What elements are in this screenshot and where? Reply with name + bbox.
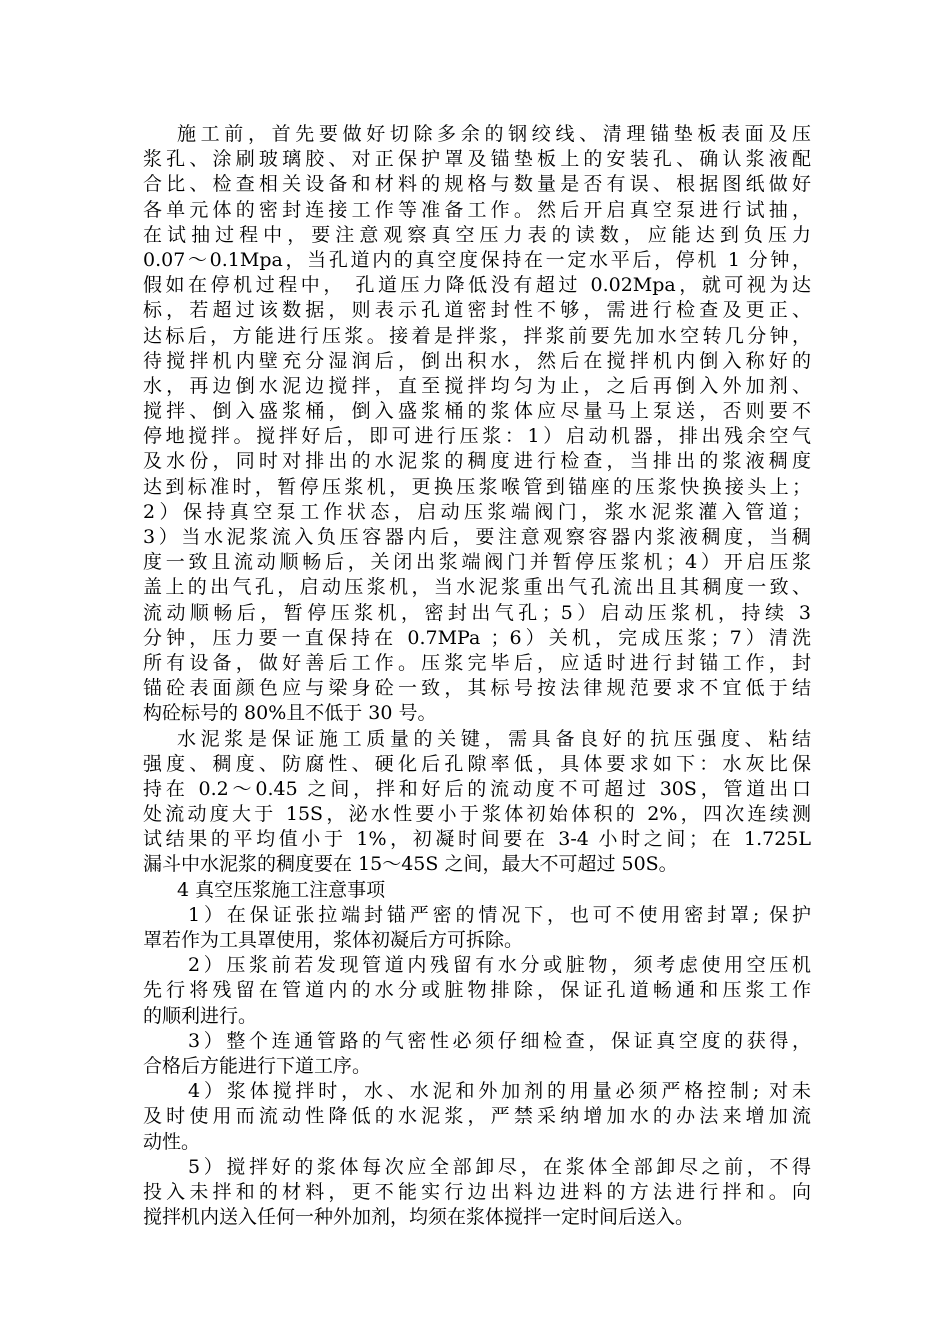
text-line: 流动顺畅后，暂停压浆机，密封出气孔；5）启动压浆机，持续 3 [143,601,811,624]
text-line: 及水份，同时对排出的水泥浆的稠度进行检查，当排出的浆液稠度 [143,450,811,473]
list-item [143,953,811,1029]
text-line: 罩若作为工具罩使用，浆体初凝后方可拆除。 [143,929,524,951]
text-line: 浆孔、涂刷玻璃胶、对正保护罩及锚垫板上的安装孔、确认浆液配 [143,148,811,171]
text-line: 停地搅拌。搅拌好后，即可进行压浆：1）启动机器，排出残余空气 [143,425,811,448]
text-line: 度一致且流动顺畅后，关闭出浆端阀门并暂停压浆机；4）开启压浆 [143,551,811,574]
text-line: 施工前，首先要做好切除多余的钢绞线、清理锚垫板表面及压 [177,123,811,145]
text-line: 所有设备，做好善后工作。压浆完毕后，应适时进行封锚工作，封 [143,651,811,674]
text-line: 的顺利进行。 [143,1004,258,1027]
text-line: 及时使用而流动性降低的水泥浆，严禁采纳增加水的办法来增加流 [143,1105,811,1128]
list-item [143,1029,811,1079]
list-item [143,903,811,953]
text-line: 水，再边倒水泥边搅拌，直至搅拌均匀为止，之后再倒入外加剂、 [143,374,811,397]
text-line: 锚砼表面颜色应与梁身砼一致，其标号按法律规范要求不宜低于结 [143,677,811,700]
text-line: 2）压浆前若发现管道内残留有水分或脏物，须考虑使用空压机 [188,954,811,977]
text-line: 盖上的出气孔，启动压浆机，当水泥浆重出气孔流出且其稠度一致、 [143,576,811,599]
text-line: 3）整个连通管路的气密性必须仔细检查，保证真空度的获得， [188,1029,811,1052]
text-line: 先行将残留在管道内的水分或脏物排除，保证孔道畅通和压浆工作 [143,979,811,1002]
text-line: 强度、稠度、防腐性、硬化后孔隙率低，具体要求如下：水灰比保 [143,752,811,775]
text-line: 1）在保证张拉端封锚严密的情况下，也可不使用密封罩; 保护 [188,903,811,926]
text-line: 4）浆体搅拌时，水、水泥和外加剂的用量必须严格控制; 对未 [188,1080,811,1103]
section-heading-text: 4 真空压浆施工注意事项 [177,878,386,901]
list-item [143,1079,811,1155]
text-line: 合比、检查相关设备和材料的规格与数量是否有误、根据图纸做好 [143,173,811,196]
text-line: 达到标准时，暂停压浆机，更换压浆喉管到锚座的压浆快换接头上； [143,475,811,498]
text-line: 0.07～0.1Mpa，当孔道内的真空度保持在一定水平后，停机 1 分钟， [143,248,811,271]
text-line: 投入未拌和的材料，更不能实行边出料边进料的方法进行拌和。向 [143,1180,811,1203]
text-line: 达标后，方能进行压浆。接着是拌浆，拌浆前要先加水空转几分钟， [143,324,811,347]
text-line: 标，若超过该数据，则表示孔道密封性不够，需进行检查及更正、 [143,299,811,322]
text-line: 合格后方能进行下道工序。 [143,1054,372,1077]
text-line: 试结果的平均值小于 1%，初凝时间要在 3-4 小时之间；在 1.725L [143,828,811,851]
paragraph-construction-steps [143,122,811,727]
text-line: 5）搅拌好的浆体每次应全部卸尽，在浆体全部卸尽之前，不得 [188,1155,811,1178]
text-line: 处流动度大于 15S，泌水性要小于浆体初始体积的 2%，四次连续测 [143,803,811,826]
text-line: 构砼标号的 80%且不低于 30 号。 [143,702,437,725]
text-line: 在试抽过程中，要注意观察真空压力表的读数，应能达到负压力 [143,223,811,246]
text-line: 水泥浆是保证施工质量的关键，需具备良好的抗压强度、粘结 [177,727,811,750]
list-item [143,1155,811,1231]
text-line: 分钟，压力要一直保持在 0.7MPa ；6）关机，完成压浆；7）清洗 [143,626,811,649]
text-line: 搅拌、倒入盛浆桶，倒入盛浆桶的浆体应尽量马上泵送，否则要不 [143,400,811,423]
text-line: 持在 0.2～0.45 之间，拌和好后的流动度不可超过 30S，管道出口 [143,777,811,800]
text-line: 待搅拌机内壁充分湿润后，倒出积水，然后在搅拌机内倒入称好的 [143,349,811,372]
text-line: 2）保持真空泵工作状态，启动压浆端阀门，浆水泥浆灌入管道； [143,500,811,523]
paragraph-grout-requirements [143,727,811,878]
text-line: 各单元体的密封连接工作等准备工作。然后开启真空泵进行试抽， [143,198,811,221]
text-line: 漏斗中水泥浆的稠度要在 15～45S 之间，最大不可超过 50S。 [143,853,678,876]
document-body [143,122,811,1230]
text-line: 3）当水泥浆流入负压容器内后，要注意观察容器内浆液稠度，当稠 [143,526,811,548]
text-line: 假如在停机过程中， 孔道压力降低没有超过 0.02Mpa，就可视为达 [143,274,811,297]
text-line: 搅拌机内送入任何一种外加剂，均须在浆体搅拌一定时间后送入。 [143,1206,695,1229]
section-heading [143,878,811,903]
text-line: 动性。 [143,1130,201,1153]
